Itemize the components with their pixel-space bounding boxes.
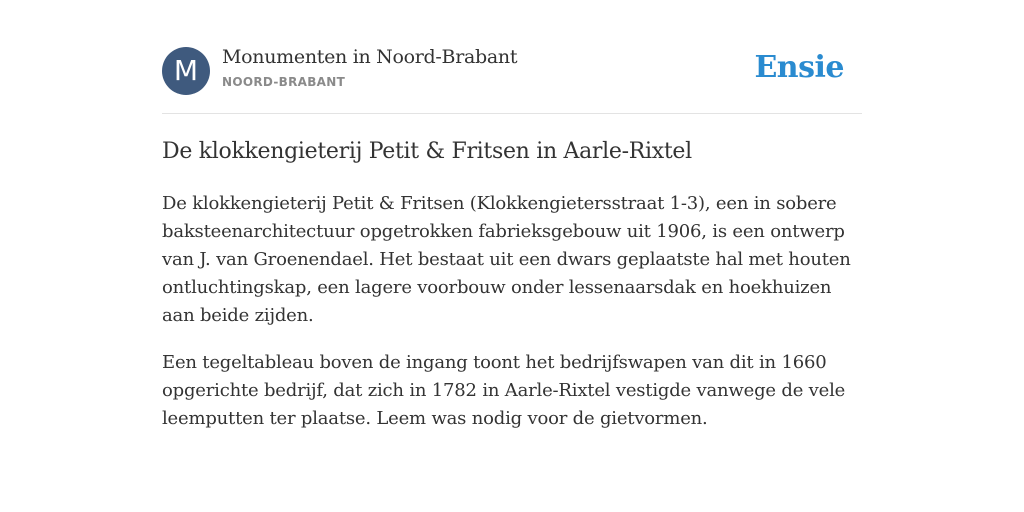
post-body xyxy=(162,190,862,452)
blog-region: NOORD-BRABANT xyxy=(222,75,346,89)
paragraph: De klokkengieterij Petit & Fritsen (Klokkengietersstraat 1-3), een in sobere baksteenarchitectuur opgetrokken fabrieksgebouw uit 1906, is een ontwerp van J. van Groenendael. Het bestaat uit een dwars geplaatste hal met houten ontluchtingskap, een lagere voorbouw onder lessenaarsdak en hoekhuizen aan beide zijden. xyxy=(162,193,851,326)
brand-logo[interactable]: Ensie xyxy=(754,50,844,85)
paragraph: Een tegeltableau boven de ingang toont het bedrijfswapen van dit in 1660 opgerichte bedrijf, dat zich in 1782 in Aarle-Rixtel vestigde vanwege de vele leemputten ter plaatse. Leem was nodig voor de gietvormen. xyxy=(162,352,846,429)
post-title: De klokkengieterij Petit & Fritsen in Aarle-Rixtel xyxy=(162,139,692,164)
avatar[interactable]: M xyxy=(162,47,210,95)
blog-header xyxy=(162,0,862,114)
article-card xyxy=(162,0,862,429)
blog-title[interactable]: Monumenten in Noord-Brabant xyxy=(222,46,518,68)
